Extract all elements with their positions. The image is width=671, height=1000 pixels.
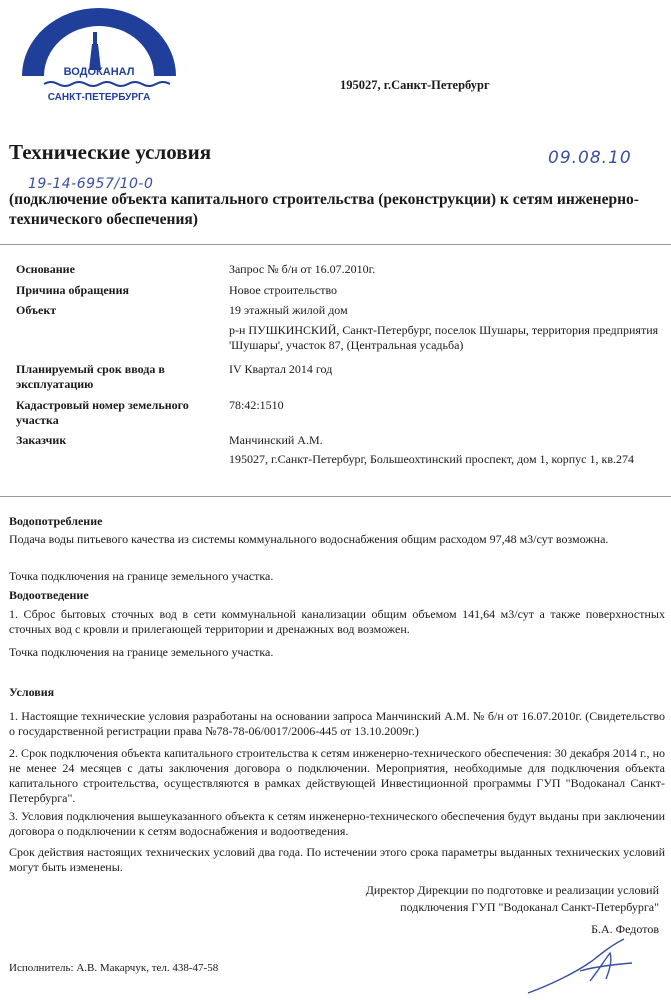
field-label-object: Объект xyxy=(16,303,57,317)
section-heading-conditions: Условия xyxy=(9,685,55,699)
condition-item: 2. Срок подключения объекта капитального строительства к сетям инженерно-технического обеспечения: 30 декабря 2014 г., но не менее 24 месяцев с даты заключения договора о подключении. Мероприятия, необходимые для подключения объекта капитального строительства, осуществляются в рамках действующей Инвестиционной программы ГУП "Водоканал Санкт-Петербурга". xyxy=(9,746,665,805)
condition-item: 1. Настоящие технические условия разработаны на основании запроса Манчинский А.М. № б/н от 16.07.2010г. (Свидетельство о государственной регистрации права №78-78-06/0017/2006-445 от 13.10.2009г.) xyxy=(9,709,665,738)
vodokanal-logo xyxy=(14,4,184,104)
signatory-name: Б.А. Федотов xyxy=(591,922,659,936)
condition-item: 3. Условия подключения вышеуказанного объекта к сетям инженерно-технического обеспечения будут выданы при заключении договора о подключении к сетям водоснабжения и водоотведения. xyxy=(9,809,665,838)
sewerage-text: 1. Сброс бытовых сточных вод в сети коммунальной канализации общим объемом 141,64 м3/сут а также поверхностных сточных вод с кровли и прилегающей территории и дренажных вод возможен. xyxy=(9,607,665,636)
field-value-commissioning: IV Квартал 2014 год xyxy=(229,362,333,376)
field-value-cadastral: 78:42:1510 xyxy=(229,398,284,412)
city-address: 195027, г.Санкт-Петербург xyxy=(340,78,490,92)
svg-text:САНКТ-ПЕТЕРБУРГА: САНКТ-ПЕТЕРБУРГА xyxy=(47,92,151,103)
executor-info: Исполнитель: А.В. Макарчук, тел. 438-47-58 xyxy=(9,962,219,974)
signatory-title-line1: Директор Дирекции по подготовке и реализации условий xyxy=(365,883,659,897)
handwritten-signature xyxy=(520,935,640,1000)
svg-text:ВОДОКАНАЛ: ВОДОКАНАЛ xyxy=(63,66,135,78)
field-value-object: 19 этажный жилой дом xyxy=(229,303,348,317)
document-title: Технические условия xyxy=(9,140,212,164)
field-value-object-address: р-н ПУШКИНСКИЙ, Санкт-Петербург, поселок Шушары, территория предприятия 'Шушары', участок 87, (Центральная усадьба) xyxy=(229,323,659,352)
field-label-basis: Основание xyxy=(16,262,75,276)
field-value-basis: Запрос № б/н от 16.07.2010г. xyxy=(229,262,376,276)
field-value-customer: Манчинский А.М. xyxy=(229,433,323,447)
document-subtitle: (подключение объекта капитального строительства (реконструкции) к сетям инженерно-технического обеспечения) xyxy=(9,191,639,228)
field-label-commissioning: Планируемый срок ввода в эксплуатацию xyxy=(16,362,165,391)
handwritten-date: 09.08.10 xyxy=(548,148,632,168)
field-label-customer: Заказчик xyxy=(16,433,67,447)
water-supply-point: Точка подключения на границе земельного участка. xyxy=(9,569,274,583)
field-value-reason: Новое строительство xyxy=(229,283,338,297)
handwritten-number: 19-14-6957/10-0 xyxy=(28,176,154,192)
divider xyxy=(0,244,671,245)
condition-item: Срок действия настоящих технических условий два года. По истечении этого срока параметры выданных технических условий могут быть изменены. xyxy=(9,845,665,874)
field-label-reason: Причина обращения xyxy=(16,283,129,297)
field-value-customer-address: 195027, г.Санкт-Петербург, Большеохтинский проспект, дом 1, корпус 1, кв.274 xyxy=(229,452,635,466)
signatory-title-line2: подключения ГУП "Водоканал Санкт-Петербурга" xyxy=(400,900,659,914)
field-label-cadastral: Кадастровый номер земельного участка xyxy=(16,398,189,427)
water-supply-text: Подача воды питьевого качества из системы коммунального водоснабжения общим расходом 97,48 м3/сут возможна. xyxy=(9,532,609,546)
sewerage-point: Точка подключения на границе земельного участка. xyxy=(9,645,274,659)
section-heading-sewerage: Водоотведение xyxy=(9,588,89,602)
section-heading-water-supply: Водопотребление xyxy=(9,514,103,528)
divider xyxy=(0,496,671,497)
